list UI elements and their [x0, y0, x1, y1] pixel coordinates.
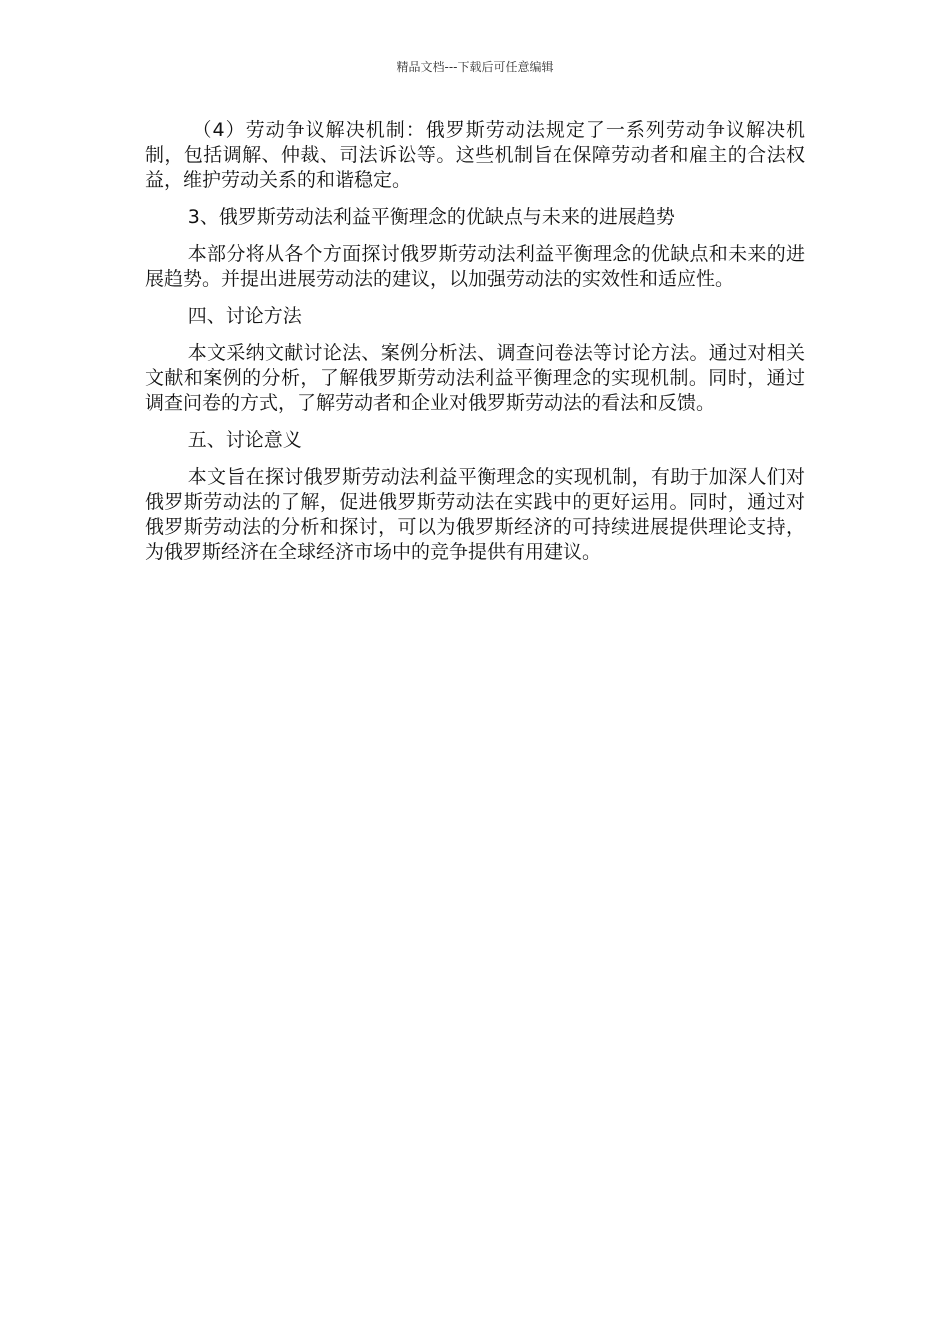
paragraph-significance: 本文旨在探讨俄罗斯劳动法利益平衡理念的实现机制，有助于加深人们对俄罗斯劳动法的了解，促进俄罗斯劳动法在实践中的更好运用。同时，通过对俄罗斯劳动法的分析和探讨，可以为俄罗斯经济的可持续进展提供理论支持，为俄罗斯经济在全球经济市场中的竞争提供有用建议。 — [145, 466, 805, 563]
section-heading-significance: 五、讨论意义 — [187, 429, 302, 451]
section-heading-methods: 四、讨论方法 — [187, 305, 302, 327]
section-heading-3: 3、俄罗斯劳动法利益平衡理念的优缺点与未来的进展趋势 — [187, 206, 675, 228]
paragraph-pros-cons: 本部分将从各个方面探讨俄罗斯劳动法利益平衡理念的优缺点和未来的进展趋势。并提出进展劳动法的建议，以加强劳动法的实效性和适应性。 — [145, 243, 805, 290]
document-body — [145, 118, 805, 577]
paragraph-labor-dispute: （4）劳动争议解决机制：俄罗斯劳动法规定了一系列劳动争议解决机制，包括调解、仲裁、司法诉讼等。这些机制旨在保障劳动者和雇主的合法权益，维护劳动关系的和谐稳定。 — [145, 119, 805, 191]
paragraph-methods: 本文采纳文献讨论法、案例分析法、调查问卷法等讨论方法。通过对相关文献和案例的分析，了解俄罗斯劳动法利益平衡理念的实现机制。同时，通过调查问卷的方式，了解劳动者和企业对俄罗斯劳动法的看法和反馈。 — [145, 342, 805, 414]
page-header: 精品文档---下载后可任意编辑 — [396, 60, 554, 74]
